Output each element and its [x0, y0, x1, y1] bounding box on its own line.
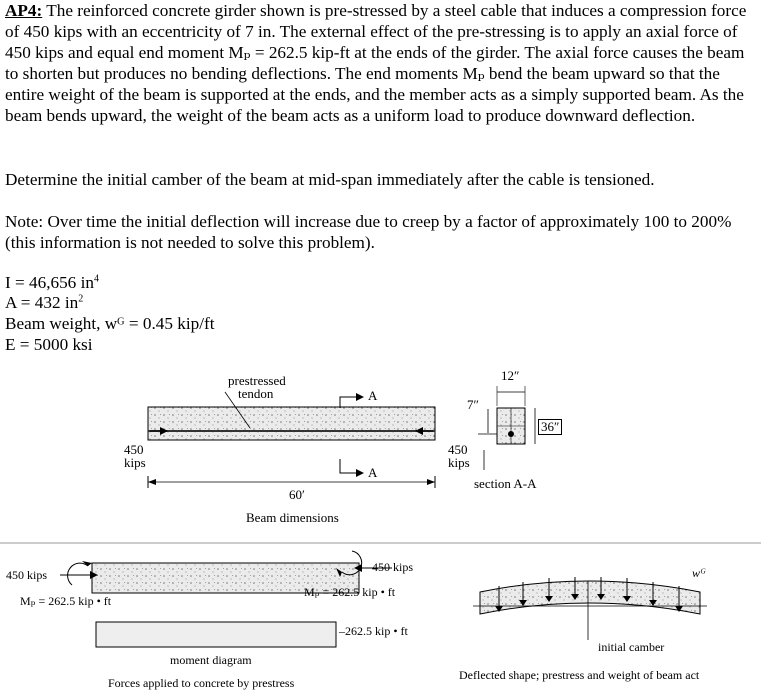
tendon-label: prestressed	[228, 373, 286, 388]
area-value: A = 432 $in^2$	[5, 293, 84, 312]
eccentricity-dimension: 7″	[467, 397, 479, 412]
left-axial-force: 450 kips	[6, 568, 48, 582]
left-force-label: 450	[124, 442, 144, 457]
left-force-unit: kips	[124, 455, 146, 470]
right-axial-force: 450 kips	[372, 560, 414, 574]
right-moment-label: Mₚ = 262.5 kip • ft	[304, 585, 396, 599]
weight-value: Beam weight, wᴳ = 0.45 kip/ft	[5, 314, 215, 333]
left-moment-label: Mₚ = 262.5 kip • ft	[20, 594, 112, 608]
section-cut-top	[340, 397, 356, 408]
beam-dimensions-caption: Beam dimensions	[246, 510, 339, 525]
span-dimension: 60′	[286, 488, 308, 502]
section-caption: section A-A	[474, 476, 537, 491]
modulus-value: E = 5000 ksi	[5, 335, 93, 354]
section-mark-bottom: A	[368, 465, 378, 480]
right-force-unit: kips	[448, 455, 470, 470]
deflected-beam	[480, 581, 700, 614]
moment-diagram	[96, 622, 336, 647]
tendon-label-2: tendon	[238, 386, 274, 401]
initial-camber-label: initial camber	[598, 640, 665, 654]
width-dimension: 12″	[501, 368, 520, 383]
load-label: wᴳ	[692, 566, 706, 580]
task-text: Determine the initial camber of the beam at mid-span immediately after the cable is tensioned.	[5, 170, 655, 189]
forces-caption: Forces applied to concrete by prestress	[108, 676, 295, 690]
deflected-shape-caption: Deflected shape; prestress and weight of beam act	[459, 668, 700, 682]
moment-diagram-caption: moment diagram	[170, 653, 252, 667]
depth-dimension: 36″	[538, 419, 562, 435]
girder-elevation	[148, 407, 435, 440]
right-force-label: 450	[448, 442, 468, 457]
inertia-value: I = 46,656 $in^4$	[5, 273, 99, 292]
section-cut-bottom	[340, 459, 356, 473]
note-text: Note: Over time the initial deflection will increase due to creep by a factor of approximately 100 to 200% (this information is not needed to solve this problem).	[5, 212, 732, 252]
problem-label: AP4:	[5, 1, 43, 20]
problem-text: The reinforced concrete girder shown is pre-stressed by a steel cable that induces a compression force of 450 kips with an eccentricity of 7 in. The external effect of the pre-stressing is to apply an axial force of 450 kips and equal end moment Mₚ = 262.5 kip-ft at the ends of the girder. The axial force causes the beam to shorten but produces no bending deflections. The end moments Mₚ bend the beam upward so that the entire weight of the beam is supported at the ends, and the member acts as a simply supported beam. As the beam bends upward, the weight of the beam acts as a uniform load to produce downward deflection.	[5, 1, 747, 125]
section-mark-top: A	[368, 388, 378, 403]
moment-value-label: –262.5 kip • ft	[339, 624, 408, 638]
